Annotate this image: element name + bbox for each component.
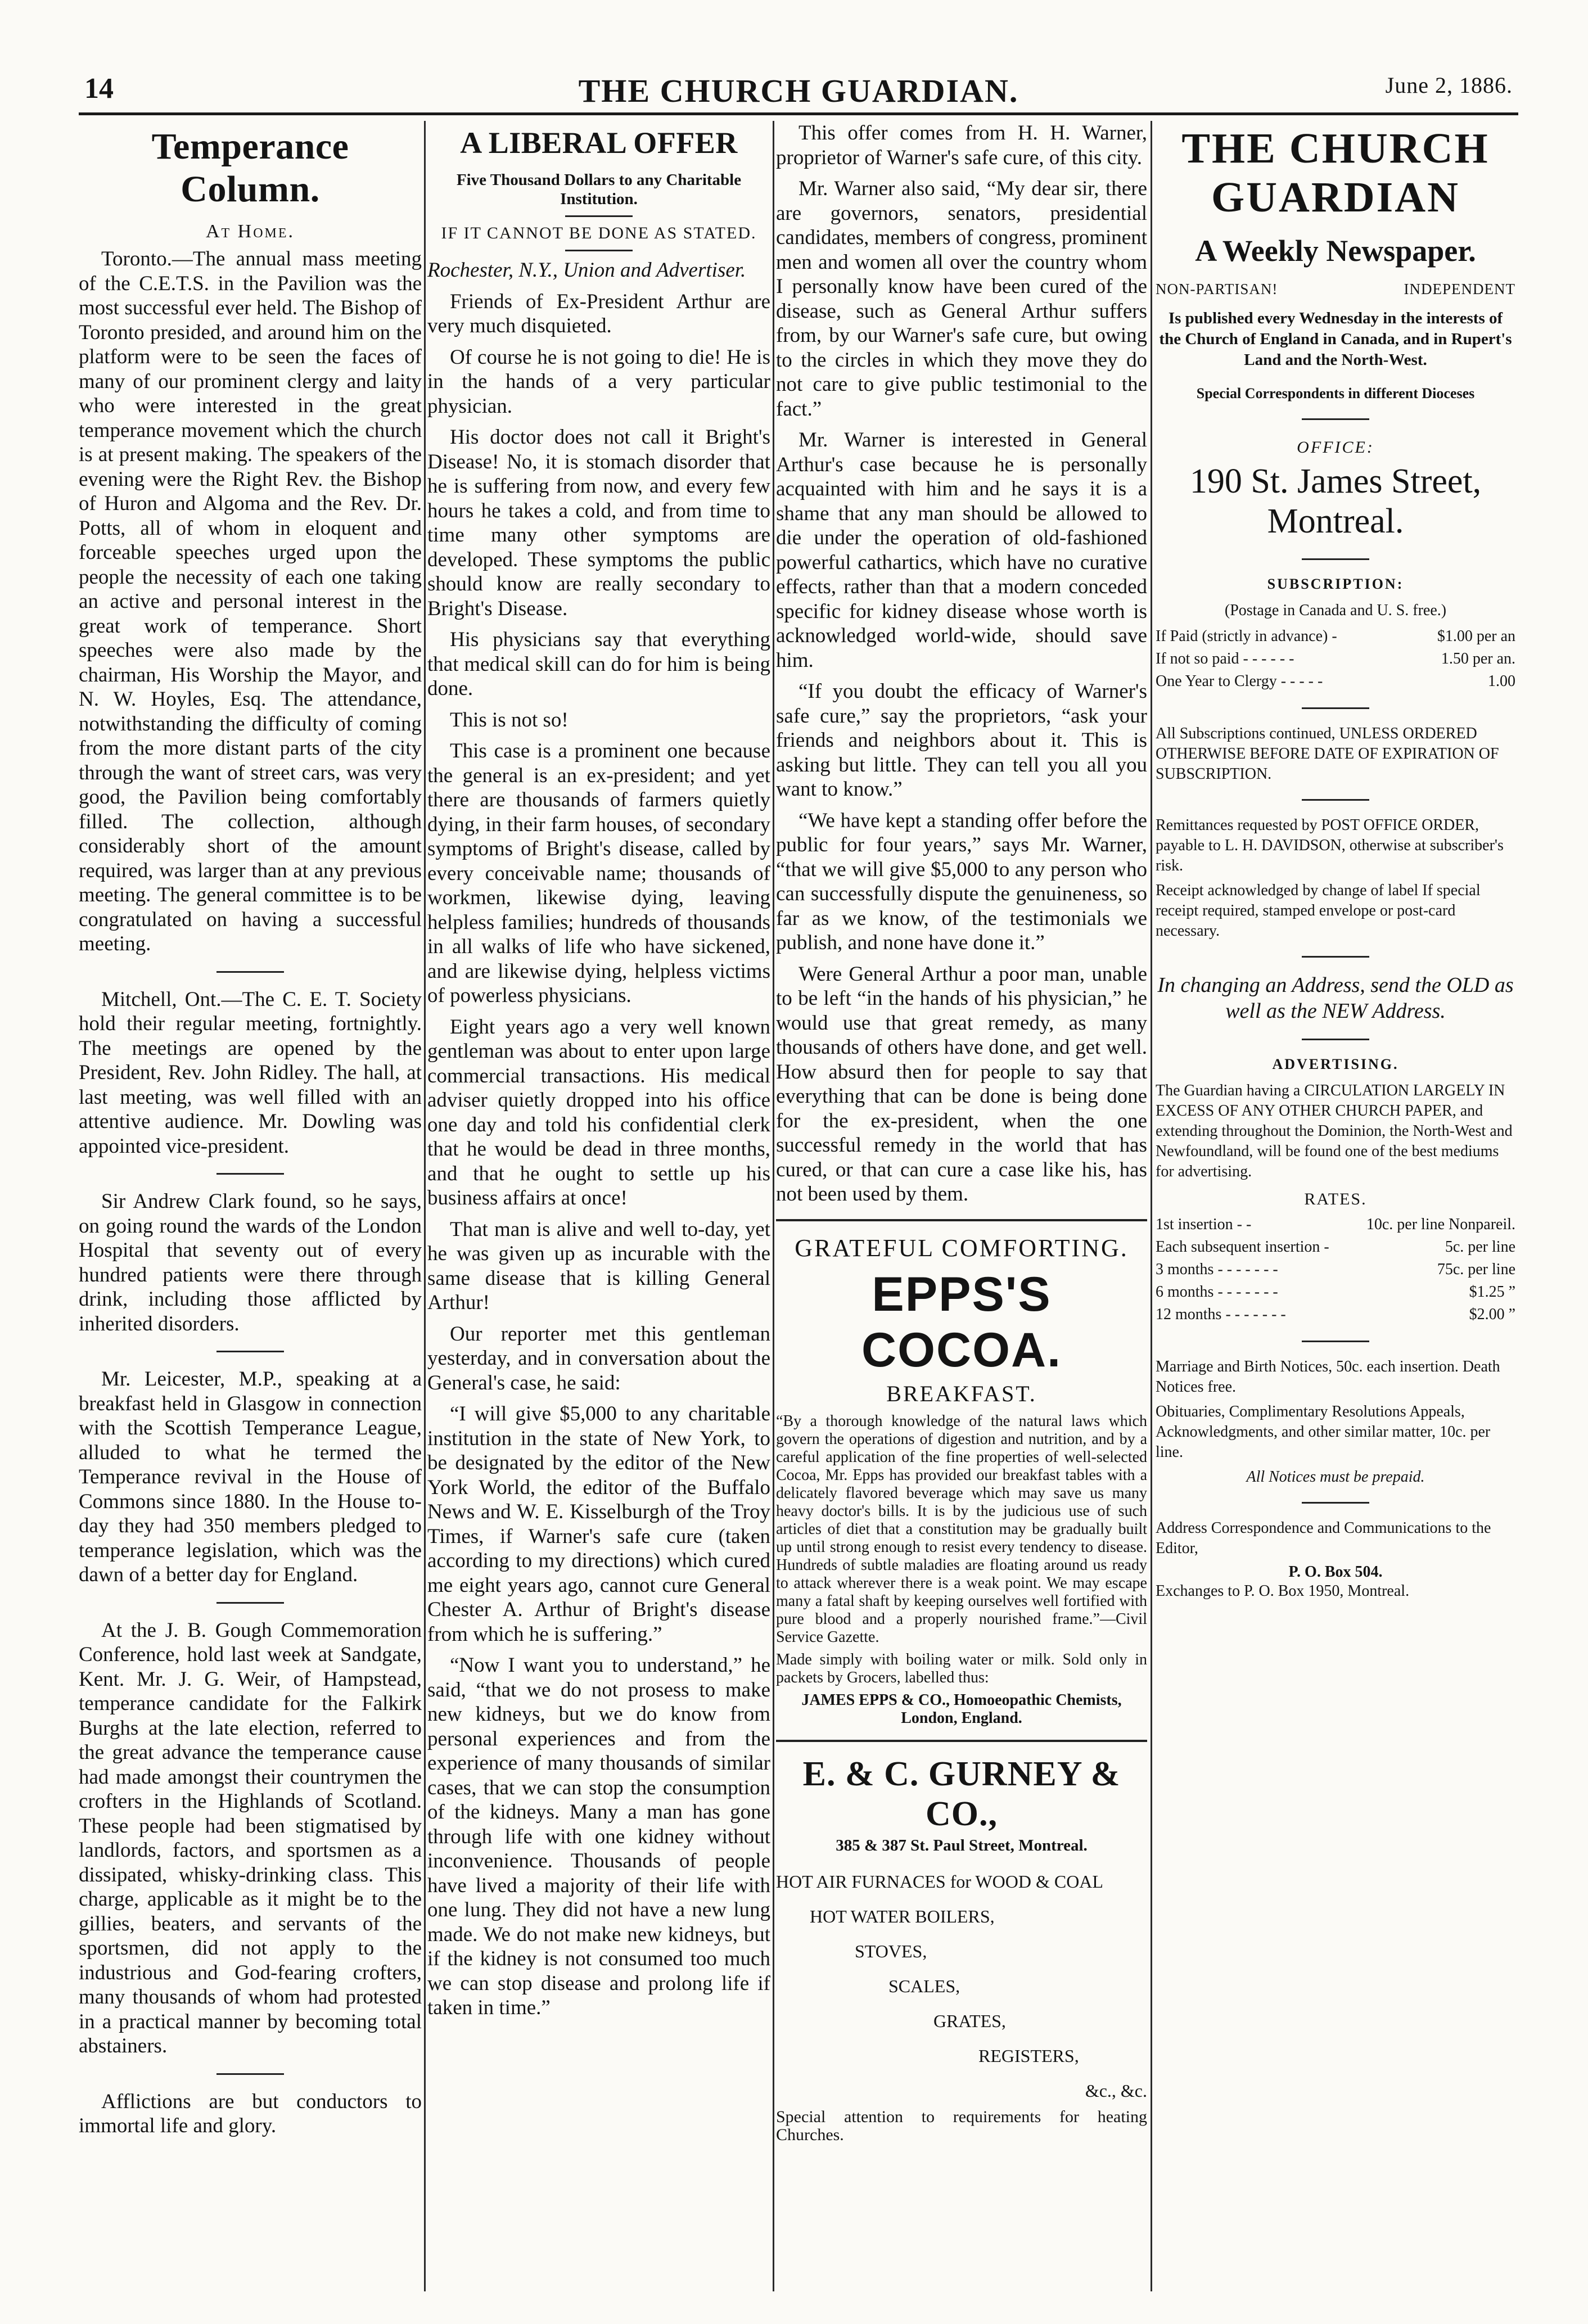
ad-item: &c., &c. — [1085, 2080, 1147, 2101]
ad-rate — [1156, 1236, 1515, 1258]
receipt-note: Receipt acknowledged by change of label If special receipt required, stamped envelope or post-card necessary. — [1156, 882, 1481, 940]
advertising-heading: ADVERTISING. — [1272, 1056, 1399, 1072]
divider — [216, 971, 284, 973]
rate-label: 6 months - - - - - - - — [1156, 1283, 1278, 1301]
page-number: 14 — [84, 73, 114, 105]
divider — [1302, 707, 1369, 709]
rate-label: If Paid (strictly in advance) - — [1156, 628, 1337, 645]
temperance-column — [79, 121, 422, 2302]
prepaid-note: All Notices must be prepaid. — [1246, 1468, 1425, 1486]
page-header — [79, 61, 1518, 115]
divider — [1302, 558, 1369, 560]
article-paragraph: “We have kept a standing offer before the public for four years,” says Mr. Warner, “that we will give $5,000 to any person who can successfully dispute the genuineness, so far as we know, of the testimonials we publish, and none have done it.” — [776, 809, 1147, 954]
divider — [565, 215, 633, 217]
article-paragraph: Our reporter met this gentleman yesterday, and in conversation about the General's case, he said: — [427, 1322, 770, 1395]
ad-title: EPPS'S COCOA. — [861, 1267, 1062, 1377]
ad-maker: JAMES EPPS & CO., Homoeopathic Chemists, London, England. — [801, 1691, 1122, 1727]
exchanges-note: Exchanges to P. O. Box 1950, Montreal. — [1156, 1582, 1410, 1600]
divider — [776, 1740, 1147, 1742]
continuation-note: All Subscriptions continued, UNLESS ORDERED OTHERWISE BEFORE DATE OF EXPIRATION OF SUBSCRIPTION. — [1156, 725, 1499, 783]
article-paragraph: His physicians say that everything that medical skill can do for him is being done. — [427, 628, 770, 700]
article-paragraph: Mr. Leicester, M.P., speaking at a breakfast held in Glasgow in connection with the Scottish Temperance League, alluded to what he termed the Temperance revival in the House of Commons since 1880. In the House to-day they had 350 members pledged to temperance legislation, which was the dawn of a better day for England. — [79, 1368, 422, 1586]
correspondence-note: Address Correspondence and Communications to the Editor, — [1156, 1519, 1491, 1557]
column-divider — [424, 121, 426, 2291]
subheading: At Home. — [205, 221, 295, 242]
article-paragraph: Mitchell, Ont.—The C. E. T. Society hold their regular meeting, fortnightly. The meetings are opened by the President, Rev. John Ridley. The hall, at last meeting, was well filled with an attentive audience. Mr. Dowling was appointed vice-president. — [79, 987, 422, 1158]
masthead: THE CHURCH GUARDIAN. — [578, 73, 1019, 109]
subheading: Five Thousand Dollars to any Charitable Institution. — [456, 171, 742, 208]
issue-date: June 2, 1886. — [1385, 73, 1513, 98]
notices-rate: Marriage and Birth Notices, 50c. each insertion. Death Notices free. — [1156, 1358, 1500, 1396]
article-paragraph: This case is a prominent one because the general is an ex-president; and yet there are thousands of farmers quietly dying, in their farm houses, of secondary symptoms of Bright's disease, called by every conceivable name; thousands of workmen, likewise dying, leaving helpless families; hundreds of thousands in all walks of life who have sickened, and are likewise dying, helpless victims of powerless physicians. — [427, 739, 770, 1007]
warner-epps-column — [776, 121, 1147, 2302]
divider — [1302, 799, 1369, 801]
rate-label: One Year to Clergy - - - - - — [1156, 673, 1323, 690]
article-paragraph: This offer comes from H. H. Warner, proprietor of Warner's safe cure, of this city. — [776, 121, 1147, 169]
address-change-note: In changing an Address, send the OLD as well as the NEW Address. — [1157, 973, 1514, 1023]
article-paragraph: Of course he is not going to die! He is in the hands of a very particular physician. — [427, 345, 770, 418]
divider — [1302, 1502, 1369, 1504]
ad-item: STOVES, — [855, 1941, 927, 1961]
office-address: 190 St. James Street, Montreal. — [1189, 462, 1482, 540]
column-divider — [1151, 121, 1152, 2291]
gurney-ad — [776, 1754, 1147, 2144]
divider — [565, 250, 633, 251]
article-paragraph: At the J. B. Gough Commemoration Conference, hold last week at Sandgate, Kent. Mr. J. G. Weir, of Hampstead, temperance candidate for the Falkirk Burghs at the late election, referred to the great advance the temperance cause had made amongst their countrymen the crofters in the Highlands of Scotland. These people had been stigmatised by landlords, factors, and sportsmen as a dissipated, whisky-drinking class. This charge, applicable as it might be to the gillies, beaters, and servants of the sportsmen, did not apply to the industrious and God-fearing crofters, many thousands of whom had protested in a practical manner by becoming total abstainers. — [79, 1618, 422, 2057]
article-paragraph: “Now I want you to understand,” he said, “that we do not prosess to make new kidneys, but we do know from personal experiences and from the experience of many thousands of similar cases, that we can stop the consumption of the kidneys. Many a man has gone through life with one kidney without inconvenience. Thousands of people have lived a majority of their life with one lung. They did not have a new lung made. We do not make new kidneys, but if the kidney is not consumed too much we can stop disease and prolong life if taken in time.” — [427, 1654, 770, 2019]
independent-label: INDEPENDENT — [1404, 281, 1515, 297]
office-label: OFFICE: — [1297, 438, 1374, 457]
obituaries-rate: Obituaries, Complimentary Resolutions Appeals, Acknowledgments, and other similar matter, 10c. per line. — [1156, 1403, 1491, 1461]
divider — [776, 1219, 1147, 1221]
correspondents-note: Special Correspondents in different Dioceses — [1196, 385, 1475, 401]
paper-info-column — [1156, 121, 1515, 2302]
ad-title: E. & C. GURNEY & CO., — [802, 1754, 1121, 1833]
epps-cocoa-ad — [776, 1234, 1147, 1727]
divider — [1302, 1039, 1369, 1040]
column-divider — [773, 121, 774, 2291]
ad-item: HOT WATER BOILERS, — [810, 1906, 995, 1926]
subscription-rate — [1156, 648, 1515, 670]
ad-subtitle: BREAKFAST. — [886, 1380, 1037, 1406]
rate-label: 3 months - - - - - - - — [1156, 1261, 1278, 1278]
ad-body: “By a thorough knowledge of the natural laws which govern the operations of digestion and nutrition, and by a careful application of the fine properties of well-selected Cocoa, Mr. Epps has provided our breakfast tables with a delicately flavored beverage which may save us many heavy doctor's bills. It is by the judicious use of such articles of diet that a constitution may be gradually built up until strong enough to resist every tendency to disease. Hundreds of subtle maladies are floating around us ready to attack wherever there is a weak point. We may escape many a fatal shaft by keeping ourselves well fortified with pure blood and a properly nourished frame.”—Civil Service Gazette. — [776, 1412, 1147, 1646]
rate-value: $1.00 per an — [1437, 628, 1515, 645]
ad-rate — [1156, 1213, 1515, 1236]
postage-note: (Postage in Canada and U. S. free.) — [1224, 602, 1447, 619]
publication-note: Is published every Wednesday in the interests of the Church of England in Canada, and in Rupert's Land and the North-West. — [1159, 309, 1512, 369]
ad-item: GRATES, — [933, 2010, 1006, 2031]
article-paragraph: Afflictions are but conductors to immortal life and glory. — [79, 2090, 422, 2137]
paper-title: THE CHURCH GUARDIAN — [1181, 125, 1490, 221]
rates-heading: RATES. — [1304, 1190, 1367, 1208]
article-paragraph: Toronto.—The annual mass meeting of the C.E.T.S. in the Pavilion was the most successful ever held. The Bishop of Toronto presided, and around him on the platform were to be seen the faces of many of our prominent clergy and laity who were interested in the great temperance movement which the church is at present making. The speakers of the evening were the Right Rev. the Bishop of Huron and Algoma and the Rev. Dr. Potts, all of whom in eloquent and forceable speeches urged upon the people the necessity of each one taking an active and personal interest in the great work of temperance. Short speeches were also made by the chairman, His Worship the Mayor, and N. W. Hoyles, Esq. The attendance, notwithstanding the difficulty of coming from the more distant parts of the city through the want of street cars, was very good, the Pavilion being comfortably filled. The collection, although considerably short of the amount required, was larger than at any previous meeting. The general committee is to be congratulated on having a successful meeting. — [79, 247, 422, 955]
rate-value: 10c. per line Nonpareil. — [1366, 1216, 1515, 1233]
section-title: A LIBERAL OFFER — [460, 126, 738, 160]
rate-value: $1.25 ” — [1469, 1283, 1515, 1301]
paper-subtitle: A Weekly Newspaper. — [1195, 234, 1476, 268]
article-paragraph: Sir Andrew Clark found, so he says, on going round the wards of the London Hospital that seventy out of every hundred patients were there through drink, including those afflicted by inherited disorders. — [79, 1190, 422, 1335]
rate-value: $2.00 ” — [1469, 1306, 1515, 1323]
subscription-heading: SUBSCRIPTION: — [1267, 576, 1404, 592]
article-paragraph: Were General Arthur a poor man, unable to be left “in the hands of his physician,” he would use that great remedy, as many thousands of others have done, and get well. How absurd then for people to say that everything that can be done is being done for the ex-president, when the one successful remedy in the world that has cured, or that can cure a case like his, has not been used by them. — [776, 962, 1147, 1206]
ad-item: HOT AIR FURNACES for WOOD & COAL — [776, 1871, 1103, 1892]
ad-item: REGISTERS, — [978, 2045, 1079, 2066]
ad-rate — [1156, 1258, 1515, 1281]
rate-value: 1.50 per an. — [1441, 650, 1515, 667]
source-line: Rochester, N.Y., Union and Advertiser. — [427, 259, 746, 282]
rate-label: If not so paid - - - - - - — [1156, 650, 1294, 667]
ad-rate — [1156, 1281, 1515, 1303]
article-paragraph: Eight years ago a very well known gentleman was about to enter upon large commercial transactions. His medical adviser quietly dropped into his office one day and told his confidential clerk that he would be dead in three months, and that he ought to settle up his business affairs at once! — [427, 1015, 770, 1210]
remittance-note: Remittances requested by POST OFFICE ORDER, payable to L. H. DAVIDSON, otherwise at subscriber's risk. — [1156, 816, 1504, 874]
article-paragraph: Friends of Ex-President Arthur are very much disquieted. — [427, 290, 770, 337]
ad-body: Made simply with boiling water or milk. Sold only in packets by Grocers, labelled thus: — [776, 1650, 1147, 1686]
subscription-rate — [1156, 625, 1515, 648]
article-paragraph: Mr. Warner also said, “My dear sir, there are governors, senators, presidential candidates, members of congress, prominent men and women all over the country whom I personally know have been cured of the disease, such as General Arthur suffers from, by our Warner's safe cure, but owing to the circles in which they move they do not care to give public testimonial to the fact.” — [776, 177, 1147, 421]
caps-line: IF IT CANNOT BE DONE AS STATED. — [441, 224, 757, 242]
ad-note: Special attention to requirements for heating Churches. — [776, 2107, 1147, 2144]
rate-value: 5c. per line — [1445, 1238, 1515, 1256]
article-paragraph: Mr. Warner is interested in General Arthur's case because he is personally acquainted with him and he says it is a shame that any man should be allowed to die under the operation of old-fashioned powerful cathartics, which have no curative effects, rather than that a modern conceded specific for kidney disease whose worth is acknowledged world-wide, should save him. — [776, 428, 1147, 672]
article-paragraph: That man is alive and well to-day, yet he was given up as incurable with the same disease that is killing General Arthur! — [427, 1217, 770, 1314]
article-paragraph: His doctor does not call it Bright's Disease! No, it is stomach disorder that he is suffering from now, and every few hours he takes a cold, and from time to time many other symptoms are developed. These symptoms the public should know are really secondary to Bright's Disease. — [427, 426, 770, 620]
po-box: P. O. Box 504. — [1288, 1563, 1383, 1581]
divider — [216, 2073, 284, 2075]
nonpartisan-label: NON-PARTISAN! — [1156, 281, 1278, 297]
ad-rate — [1156, 1303, 1515, 1326]
divider — [216, 1351, 284, 1352]
article-paragraph: “If you doubt the efficacy of Warner's safe cure,” say the proprietors, “ask your friends and neighbors about it. This is asking but little. They can tell you all you want to know.” — [776, 680, 1147, 801]
rate-label: Each subsequent insertion - — [1156, 1238, 1329, 1256]
rate-value: 1.00 — [1488, 673, 1515, 690]
divider — [216, 1173, 284, 1175]
ad-tagline: GRATEFUL COMFORTING. — [795, 1234, 1129, 1262]
ad-address: 385 & 387 St. Paul Street, Montreal. — [836, 1836, 1088, 1854]
advertising-note: The Guardian having a CIRCULATION LARGELY IN EXCESS OF ANY OTHER CHURCH PAPER, and extending throughout the Dominion, the North-West and Newfoundland, will be found one of the best mediums for advertising. — [1156, 1082, 1513, 1180]
article-paragraph: This is not so! — [450, 708, 569, 732]
editorial-stance — [1156, 281, 1515, 298]
divider — [216, 1602, 284, 1604]
divider — [1302, 418, 1369, 420]
section-title: Temperance Column. — [151, 126, 349, 210]
article-paragraph: “I will give $5,000 to any charitable institution in the state of New York, to be designated by the editor of the New York World, the editor of the Buffalo News and W. E. Kisselburgh of the Troy Times, if Warner's safe cure (taken according to my directions) which cured me eight years ago, cannot cure General Chester A. Arthur of Bright's disease from which he is suffering.” — [427, 1402, 770, 1646]
rate-label: 1st insertion - - — [1156, 1216, 1252, 1233]
ad-item: SCALES, — [888, 1975, 960, 1996]
divider — [1302, 1341, 1369, 1342]
rate-label: 12 months - - - - - - - — [1156, 1306, 1286, 1323]
rate-value: 75c. per line — [1437, 1261, 1515, 1278]
divider — [1302, 956, 1369, 958]
liberal-offer-column — [427, 121, 770, 2302]
subscription-rate — [1156, 670, 1515, 693]
